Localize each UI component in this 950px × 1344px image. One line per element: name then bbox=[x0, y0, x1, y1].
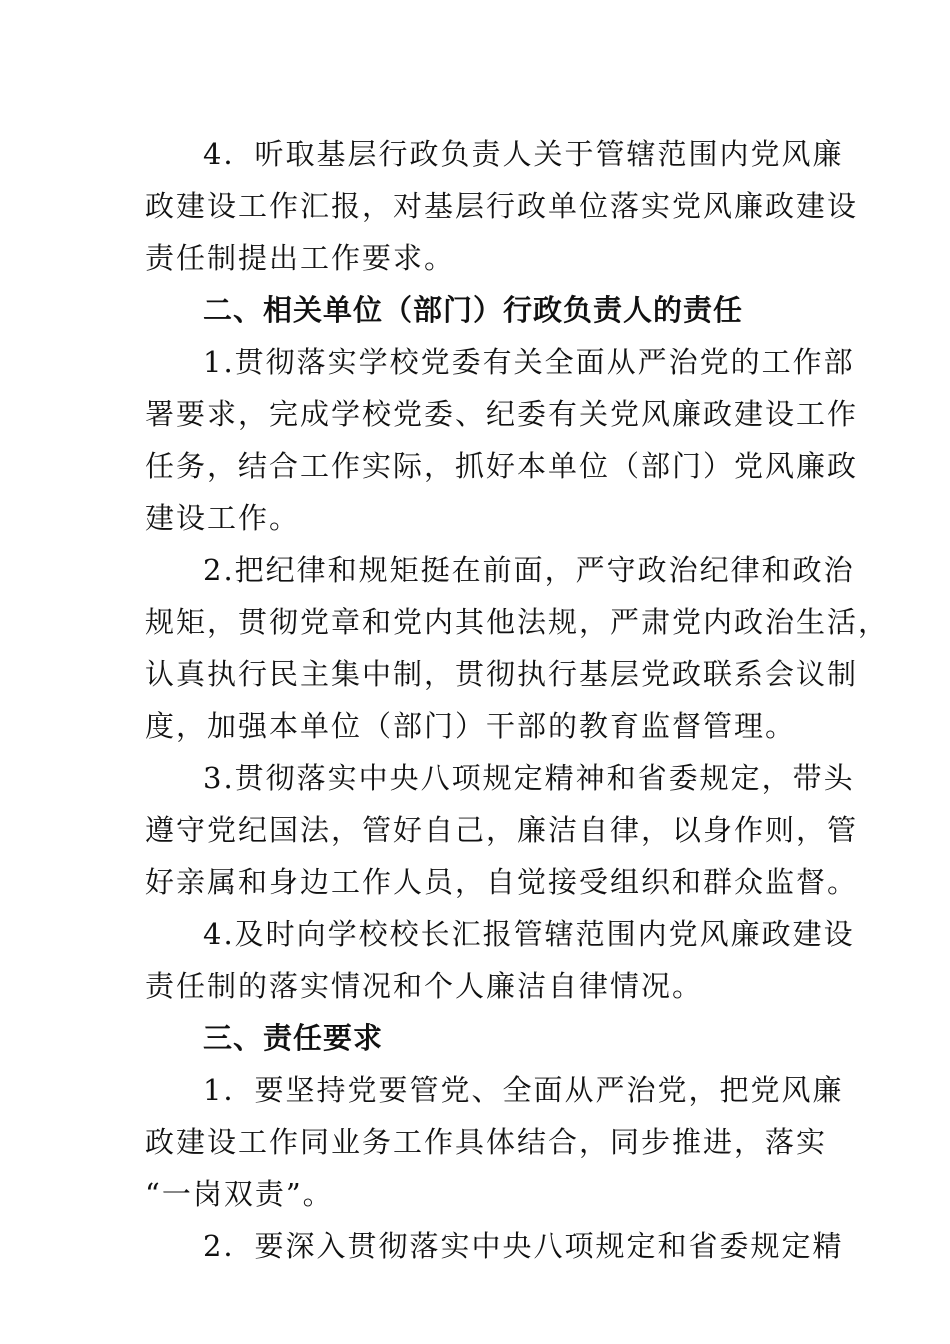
paragraph-line: 1．要坚持党要管党、全面从严治党，把党风廉 bbox=[203, 1073, 844, 1107]
paragraph-line: 政建设工作同业务工作具体结合，同步推进，落实 bbox=[145, 1125, 828, 1159]
document-body bbox=[145, 128, 890, 1272]
paragraph-line: 建设工作。 bbox=[145, 501, 301, 535]
paragraph-line: 责任制的落实情况和个人廉洁自律情况。 bbox=[145, 969, 704, 1003]
paragraph-line: 规矩，贯彻党章和党内其他法规，严肃党内政治生活， bbox=[145, 605, 890, 639]
section-heading: 二、相关单位（部门）行政负责人的责任 bbox=[203, 293, 744, 327]
paragraph-line: 遵守党纪国法，管好自己，廉洁自律，以身作则，管 bbox=[145, 813, 859, 847]
paragraph-line: 政建设工作汇报，对基层行政单位落实党风廉政建设 bbox=[145, 189, 859, 223]
paragraph-line: 任务，结合工作实际，抓好本单位（部门）党风廉政 bbox=[145, 449, 859, 483]
paragraph-line: 2．要深入贯彻落实中央八项规定和省委规定精 bbox=[203, 1229, 844, 1263]
paragraph-line: 度，加强本单位（部门）干部的教育监督管理。 bbox=[145, 709, 797, 743]
paragraph-line: 2.把纪律和规矩挺在前面，严守政治纪律和政治 bbox=[203, 553, 855, 587]
paragraph-line: 好亲属和身边工作人员，自觉接受组织和群众监督。 bbox=[145, 865, 859, 899]
paragraph-line: 4．听取基层行政负责人关于管辖范围内党风廉 bbox=[203, 137, 844, 171]
paragraph-line: 责任制提出工作要求。 bbox=[145, 241, 456, 275]
paragraph-line: 认真执行民主集中制，贯彻执行基层党政联系会议制 bbox=[145, 657, 859, 691]
paragraph-line: 署要求，完成学校党委、纪委有关党风廉政建设工作 bbox=[145, 397, 859, 431]
section-heading: 三、责任要求 bbox=[203, 1021, 384, 1055]
paragraph-line: 1.贯彻落实学校党委有关全面从严治党的工作部 bbox=[203, 345, 855, 379]
paragraph-line: “一岗双责”。 bbox=[145, 1177, 334, 1211]
paragraph-line: 3.贯彻落实中央八项规定精神和省委规定，带头 bbox=[203, 761, 855, 795]
paragraph-line: 4.及时向学校校长汇报管辖范围内党风廉政建设 bbox=[203, 917, 855, 951]
